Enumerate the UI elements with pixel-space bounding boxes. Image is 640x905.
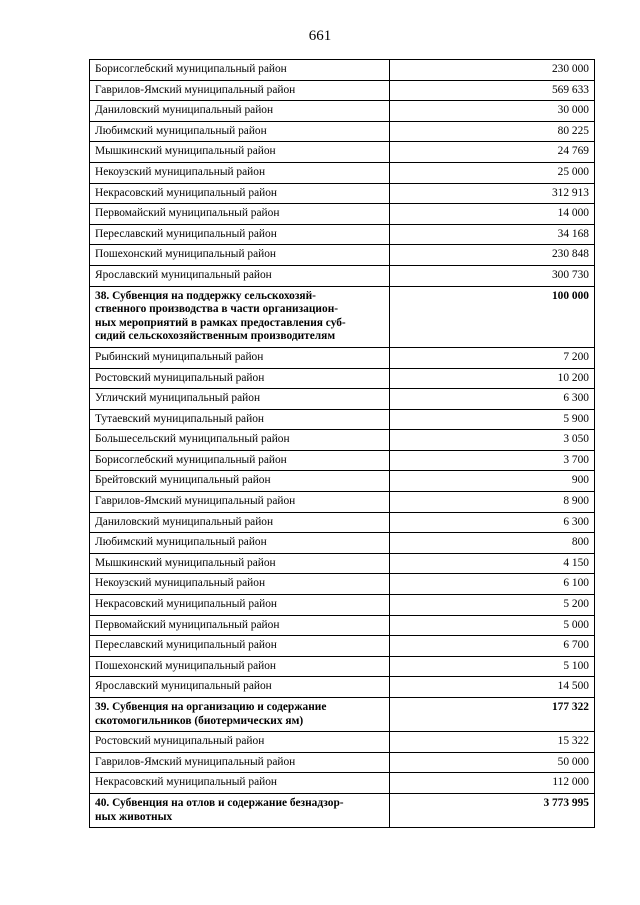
district-row xyxy=(90,492,595,513)
district-name: Даниловский муниципальный район xyxy=(90,101,390,122)
district-amount: 10 200 xyxy=(390,368,595,389)
district-amount: 24 769 xyxy=(390,142,595,163)
district-amount: 30 000 xyxy=(390,101,595,122)
district-name: Ярославский муниципальный район xyxy=(90,265,390,286)
district-name: Угличский муниципальный район xyxy=(90,389,390,410)
district-row xyxy=(90,773,595,794)
district-row xyxy=(90,265,595,286)
district-amount: 569 633 xyxy=(390,80,595,101)
district-row xyxy=(90,677,595,698)
district-amount: 6 700 xyxy=(390,636,595,657)
district-name: Переславский муниципальный район xyxy=(90,636,390,657)
district-name: Борисоглебский муниципальный район xyxy=(90,450,390,471)
district-row xyxy=(90,553,595,574)
district-name: Борисоглебский муниципальный район xyxy=(90,60,390,81)
district-row xyxy=(90,574,595,595)
district-name: Ростовский муниципальный район xyxy=(90,368,390,389)
subvention-title: 38. Субвенция на поддержку сельскохозяй- ственного производства в части организацион- ных мероприятий в рамках предоставления суб- сидий сельскохозяйственным производителям xyxy=(90,286,390,347)
district-amount: 230 000 xyxy=(390,60,595,81)
district-row xyxy=(90,183,595,204)
district-name: Некоузский муниципальный район xyxy=(90,574,390,595)
district-amount: 6 100 xyxy=(390,574,595,595)
district-name: Пошехонский муниципальный район xyxy=(90,245,390,266)
district-amount: 14 000 xyxy=(390,204,595,225)
district-row xyxy=(90,368,595,389)
district-name: Ростовский муниципальный район xyxy=(90,732,390,753)
district-row xyxy=(90,430,595,451)
district-amount: 7 200 xyxy=(390,347,595,368)
subvention-total: 100 000 xyxy=(390,286,595,347)
district-row xyxy=(90,204,595,225)
subvention-title: 39. Субвенция на организацию и содержание скотомогильников (биотермических ям) xyxy=(90,698,390,732)
district-name: Некоузский муниципальный район xyxy=(90,162,390,183)
district-name: Любимский муниципальный район xyxy=(90,533,390,554)
district-row xyxy=(90,60,595,81)
district-name: Гаврилов-Ямский муниципальный район xyxy=(90,492,390,513)
budget-table xyxy=(89,59,595,828)
district-name: Переславский муниципальный район xyxy=(90,224,390,245)
district-amount: 112 000 xyxy=(390,773,595,794)
district-row xyxy=(90,595,595,616)
subvention-header-row xyxy=(90,286,595,347)
subvention-header-row xyxy=(90,698,595,732)
district-amount: 800 xyxy=(390,533,595,554)
subvention-title: 40. Субвенция на отлов и содержание безнадзор- ных животных xyxy=(90,793,390,827)
district-name: Пошехонский муниципальный район xyxy=(90,656,390,677)
district-row xyxy=(90,636,595,657)
subvention-total: 177 322 xyxy=(390,698,595,732)
district-row xyxy=(90,347,595,368)
subvention-header-row xyxy=(90,793,595,827)
district-amount: 5 100 xyxy=(390,656,595,677)
district-row xyxy=(90,101,595,122)
district-amount: 14 500 xyxy=(390,677,595,698)
district-amount: 50 000 xyxy=(390,752,595,773)
district-name: Первомайский муниципальный район xyxy=(90,204,390,225)
budget-table-body xyxy=(90,60,595,828)
district-row xyxy=(90,142,595,163)
district-name: Любимский муниципальный район xyxy=(90,121,390,142)
district-amount: 5 000 xyxy=(390,615,595,636)
district-row xyxy=(90,471,595,492)
district-amount: 300 730 xyxy=(390,265,595,286)
district-amount: 3 700 xyxy=(390,450,595,471)
district-amount: 8 900 xyxy=(390,492,595,513)
district-name: Большесельский муниципальный район xyxy=(90,430,390,451)
page-number: 661 xyxy=(308,28,332,44)
district-name: Некрасовский муниципальный район xyxy=(90,183,390,204)
district-amount: 3 050 xyxy=(390,430,595,451)
district-amount: 5 900 xyxy=(390,409,595,430)
district-name: Рыбинский муниципальный район xyxy=(90,347,390,368)
district-amount: 4 150 xyxy=(390,553,595,574)
district-row xyxy=(90,450,595,471)
district-name: Первомайский муниципальный район xyxy=(90,615,390,636)
district-row xyxy=(90,512,595,533)
district-amount: 34 168 xyxy=(390,224,595,245)
district-name: Некрасовский муниципальный район xyxy=(90,595,390,616)
district-row xyxy=(90,389,595,410)
district-name: Брейтовский муниципальный район xyxy=(90,471,390,492)
district-name: Мышкинский муниципальный район xyxy=(90,553,390,574)
subvention-total: 3 773 995 xyxy=(390,793,595,827)
district-row xyxy=(90,533,595,554)
district-row xyxy=(90,615,595,636)
district-amount: 900 xyxy=(390,471,595,492)
district-amount: 80 225 xyxy=(390,121,595,142)
district-name: Гаврилов-Ямский муниципальный район xyxy=(90,752,390,773)
district-amount: 230 848 xyxy=(390,245,595,266)
district-name: Гаврилов-Ямский муниципальный район xyxy=(90,80,390,101)
district-row xyxy=(90,121,595,142)
district-row xyxy=(90,409,595,430)
district-name: Ярославский муниципальный район xyxy=(90,677,390,698)
district-amount: 5 200 xyxy=(390,595,595,616)
district-name: Тутаевский муниципальный район xyxy=(90,409,390,430)
district-amount: 6 300 xyxy=(390,512,595,533)
district-row xyxy=(90,80,595,101)
district-row xyxy=(90,162,595,183)
district-name: Некрасовский муниципальный район xyxy=(90,773,390,794)
district-row xyxy=(90,752,595,773)
district-amount: 25 000 xyxy=(390,162,595,183)
district-row xyxy=(90,732,595,753)
district-row xyxy=(90,656,595,677)
district-row xyxy=(90,224,595,245)
district-name: Мышкинский муниципальный район xyxy=(90,142,390,163)
district-name: Даниловский муниципальный район xyxy=(90,512,390,533)
district-amount: 15 322 xyxy=(390,732,595,753)
district-amount: 312 913 xyxy=(390,183,595,204)
district-amount: 6 300 xyxy=(390,389,595,410)
district-row xyxy=(90,245,595,266)
